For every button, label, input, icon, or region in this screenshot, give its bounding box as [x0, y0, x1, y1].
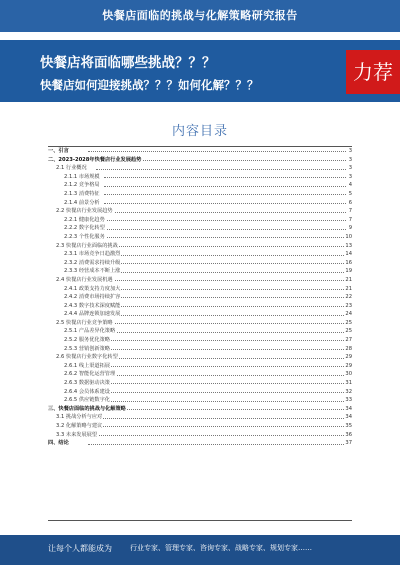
toc-entry-label: 2.4.4 品牌连锁加速发展: [64, 311, 121, 318]
toc-entry[interactable]: [48, 164, 352, 173]
toc-entry-label: 四、结论: [48, 440, 69, 447]
toc-entry-label: 3.1 挑战分析与应对: [56, 414, 103, 421]
toc-entry-label: 2.6.3 数据驱动决策: [64, 380, 110, 387]
toc-entry-page: 3: [348, 156, 352, 163]
toc-entry-page: 21: [345, 285, 352, 292]
toc-entry-page: 34: [345, 414, 352, 421]
toc-leader-dots: [104, 203, 346, 204]
toc-entry-label: 三、快餐店面临的挑战与化解策略: [48, 405, 126, 412]
toc-entry[interactable]: [48, 379, 352, 388]
toc-entry-page: 24: [345, 311, 352, 318]
toc-entry[interactable]: [48, 310, 352, 319]
toc-entry[interactable]: [48, 216, 352, 225]
toc-entry[interactable]: [48, 336, 352, 345]
toc-leader-dots: [96, 280, 346, 281]
toc-leader-dots: [104, 366, 346, 367]
toc-entry[interactable]: [48, 181, 352, 190]
toc-entry-label: 2.1 行业概况: [56, 165, 87, 172]
toc-entry[interactable]: [48, 224, 352, 233]
toc-entry-label: 2.4.1 政策支持力度加大: [64, 285, 121, 292]
toc-entry-page: 3: [348, 173, 352, 180]
toc-leader-dots: [96, 169, 346, 170]
toc-entry-label: 2.4 快餐店行业发展机遇: [56, 276, 113, 283]
toc-entry-label: 2.6.2 智能化运营管理: [64, 371, 116, 378]
toc-entry-page: 28: [345, 345, 352, 352]
toc-entry[interactable]: [48, 345, 352, 354]
toc-entry-label: 2.2 快餐店行业发展趋势: [56, 208, 113, 215]
toc-leader-dots: [104, 383, 346, 384]
toc-entry-page: 29: [345, 362, 352, 369]
toc-leader-dots: [104, 297, 346, 298]
toc-entry-label: 2.6 快餐店行业数字化转型: [56, 354, 118, 361]
toc-entry[interactable]: [48, 259, 352, 268]
toc-entry-label: 2.3.2 消费需求持续升级: [64, 259, 121, 266]
toc-leader-dots: [96, 418, 346, 419]
toc-leader-dots: [96, 358, 346, 359]
toc-entry-page: 37: [345, 440, 352, 447]
toc-leader-dots: [104, 375, 346, 376]
toc-leader-dots: [104, 272, 346, 273]
toc-entry-page: 3: [348, 165, 352, 172]
toc-entry[interactable]: [48, 285, 352, 294]
toc-entry-label: 二、2023-2028年快餐店行业发展趋势: [48, 156, 142, 163]
toc-entry-page: 32: [345, 388, 352, 395]
toc-leader-dots: [96, 426, 346, 427]
toc-leader-dots: [104, 229, 346, 230]
table-of-contents: [48, 146, 352, 448]
toc-entry-page: 3: [348, 148, 352, 154]
toc-leader-dots: [104, 220, 346, 221]
toc-entry-label: 2.1.1 市场规模: [64, 173, 100, 180]
toc-entry[interactable]: [48, 250, 352, 259]
toc-leader-dots: [104, 332, 346, 333]
toc-entry[interactable]: [48, 207, 352, 216]
toc-entry[interactable]: [48, 302, 352, 311]
toc-entry-label: 2.4.2 消费市场持续扩容: [64, 294, 121, 301]
toc-leader-dots: [96, 323, 346, 324]
toc-entry-label: 2.3.3 经营成本不断上涨: [64, 268, 121, 275]
toc-entry-page: 10: [345, 233, 352, 240]
toc-leader-dots: [96, 212, 346, 213]
toc-entry[interactable]: [48, 422, 352, 431]
toc-leader-dots: [104, 392, 346, 393]
toc-entry[interactable]: [48, 319, 352, 328]
toc-entry-page: 19: [345, 268, 352, 275]
banner-question-1: 快餐店将面临哪些挑战？？？: [40, 55, 216, 71]
toc-entry-page: 29: [345, 354, 352, 361]
toc-entry-label: 2.6.1 线上渠道拓展: [64, 362, 110, 369]
footer-roles: 行业专家、管理专家、咨询专家、战略专家、规划专家……: [130, 544, 312, 552]
toc-entry-label: 2.3.1 市场竞争日趋激烈: [64, 251, 121, 258]
toc-entry-page: 36: [345, 431, 352, 438]
toc-entry-page: 27: [345, 337, 352, 344]
toc-entry-page: 31: [345, 380, 352, 387]
toc-entry[interactable]: [48, 173, 352, 182]
toc-entry-page: 7: [348, 208, 352, 215]
toc-title: 内容目录: [171, 124, 228, 139]
toc-leader-dots: [96, 246, 346, 247]
toc-entry-label: 3.3 未来发展展望: [56, 431, 98, 438]
toc-entry-label: 2.2.1 健康化趋势: [64, 216, 105, 223]
toc-leader-dots: [96, 435, 346, 436]
toc-entry-label: 2.1.3 消费特征: [64, 190, 100, 197]
toc-entry[interactable]: [48, 413, 352, 422]
toc-entry-page: 14: [345, 251, 352, 258]
toc-entry[interactable]: [48, 293, 352, 302]
toc-entry[interactable]: [48, 439, 352, 448]
toc-entry-page: 22: [345, 294, 352, 301]
toc-entry-page: 6: [348, 199, 352, 206]
footer-bar: [0, 535, 400, 565]
toc-entry-label: 一、引言: [48, 148, 69, 154]
toc-entry[interactable]: [48, 405, 352, 414]
toc-leader-dots: [104, 237, 346, 238]
toc-entry-label: 2.2.3 个性化服务: [64, 233, 105, 240]
toc-entry-page: 4: [348, 182, 352, 189]
toc-entry-label: 2.5.1 产品差异化策略: [64, 328, 116, 335]
toc-entry[interactable]: [48, 327, 352, 336]
toc-entry-label: 2.5.2 服务优化策略: [64, 337, 110, 344]
toc-leader-dots: [104, 289, 346, 290]
toc-leader-dots: [104, 306, 346, 307]
toc-entry[interactable]: [48, 370, 352, 379]
toc-entry-label: 3.2 化解策略与建议: [56, 423, 103, 429]
toc-entry[interactable]: [48, 396, 352, 405]
toc-entry-label: 2.3 快餐店行业面临的挑战: [56, 242, 118, 249]
toc-entry[interactable]: [48, 362, 352, 371]
toc-entry-page: 35: [345, 423, 352, 429]
toc-entry[interactable]: [48, 431, 352, 440]
toc-entry-page: 13: [345, 242, 352, 249]
toc-entry-page: 5: [348, 190, 352, 197]
toc-entry-page: 33: [345, 397, 352, 404]
toc-leader-dots: [104, 255, 346, 256]
toc-entry-label: 2.2.2 数字化转型: [64, 225, 105, 232]
toc-entry-page: 30: [345, 371, 352, 378]
toc-entry[interactable]: [48, 190, 352, 199]
toc-entry-label: 2.6.4 会员体系建设: [64, 388, 110, 395]
toc-entry-page: 16: [345, 259, 352, 266]
toc-leader-dots: [88, 151, 346, 152]
recommend-stamp: 力荐: [346, 50, 400, 94]
toc-leader-dots: [104, 263, 346, 264]
toc-entry[interactable]: [48, 199, 352, 208]
toc-leader-dots: [104, 186, 346, 187]
toc-leader-dots: [104, 177, 346, 178]
toc-entry-label: 2.5 快餐店行业竞争策略: [56, 319, 113, 326]
toc-entry-label: 2.5.3 营销创新策略: [64, 345, 110, 352]
toc-entry-page: 23: [345, 302, 352, 309]
toc-entry-label: 2.6.5 供应链数字化: [64, 397, 110, 404]
toc-entry-label: 2.1.2 竞争格局: [64, 182, 100, 189]
toc-entry-page: 9: [348, 225, 352, 232]
toc-leader-dots: [104, 340, 346, 341]
toc-entry-page: 34: [345, 405, 352, 412]
toc-entry[interactable]: [48, 156, 352, 165]
toc-leader-dots: [104, 194, 346, 195]
report-header: 快餐店面临的挑战与化解策略研究报告: [0, 0, 400, 32]
toc-leader-dots: [88, 444, 346, 445]
toc-entry[interactable]: [48, 388, 352, 397]
toc-entry[interactable]: [48, 147, 352, 156]
toc-entry[interactable]: [48, 267, 352, 276]
toc-entry-page: 25: [345, 319, 352, 326]
toc-entry-label: 2.1.4 前景分析: [64, 199, 100, 206]
toc-leader-dots: [104, 349, 346, 350]
banner-question-2: 快餐店如何迎接挑战？？？如何化解？？？: [40, 78, 259, 92]
toc-entry[interactable]: [48, 242, 352, 251]
toc-entry-page: 21: [345, 276, 352, 283]
footer-slogan: 让每个人都能成为: [48, 544, 112, 553]
toc-divider: [48, 520, 352, 521]
toc-entry[interactable]: [48, 353, 352, 362]
toc-leader-dots: [104, 315, 346, 316]
toc-entry-label: 2.4.3 数字技术深度赋能: [64, 302, 121, 309]
question-banner: [0, 40, 400, 102]
toc-entry[interactable]: [48, 276, 352, 285]
toc-entry-page: 25: [345, 328, 352, 335]
toc-entry[interactable]: [48, 233, 352, 242]
toc-entry-page: 7: [348, 216, 352, 223]
toc-leader-dots: [104, 401, 346, 402]
